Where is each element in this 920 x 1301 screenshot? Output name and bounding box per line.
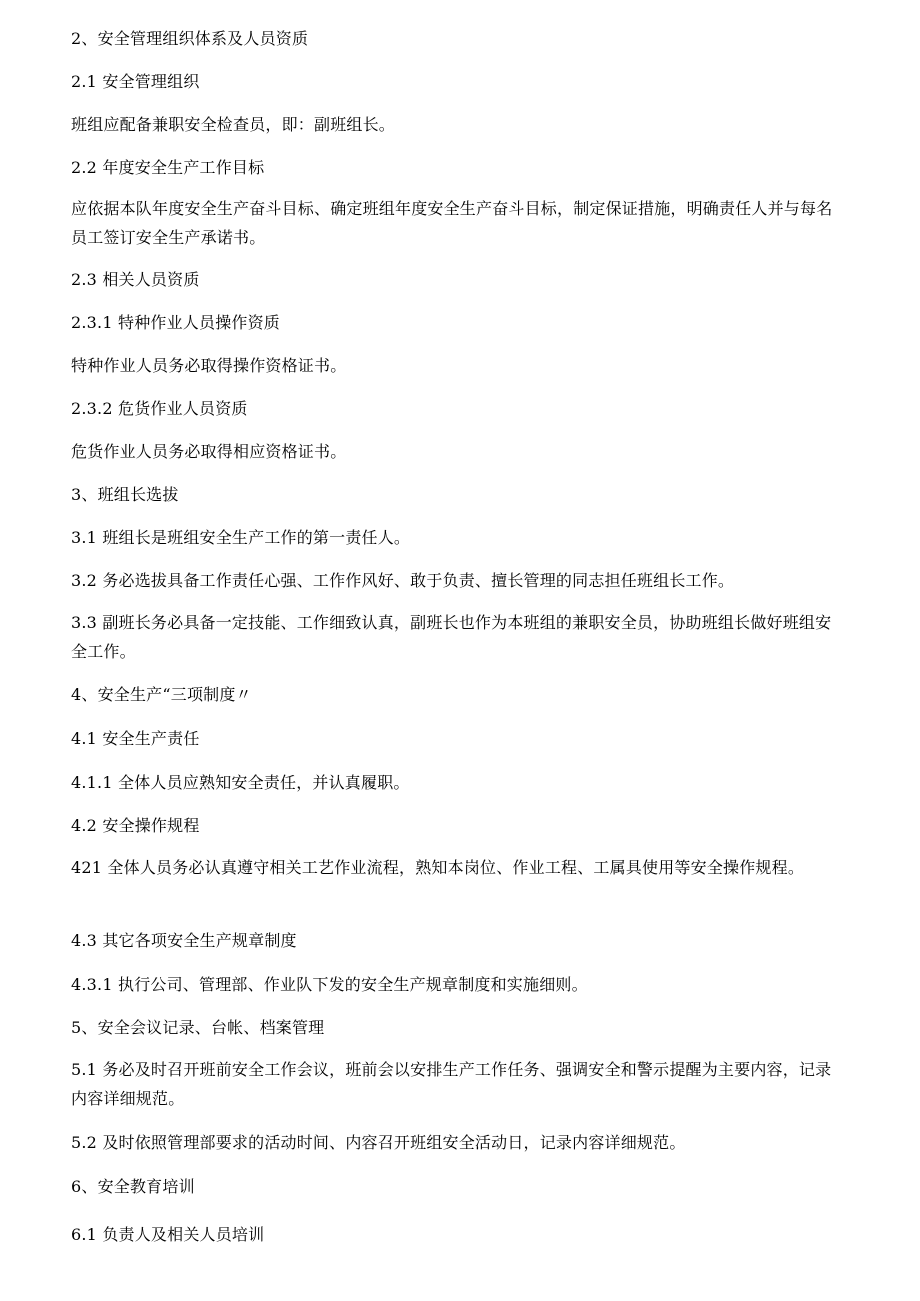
- section-heading-3: 3、班组长选拔: [71, 485, 179, 504]
- paragraph-3-3: 3.3 副班长务必具备一定技能、工作细致认真，副班长也作为本班组的兼职安全员，协助班组长做好班组安全工作。: [71, 613, 832, 661]
- subsection-heading-4-2: 4.2 安全操作规程: [71, 816, 200, 835]
- paragraph-2-1-body: 班组应配备兼职安全检查员，即：副班组长。: [71, 115, 396, 134]
- subsection-heading-4-1: 4.1 安全生产责任: [71, 729, 200, 748]
- section-heading-6: 6、安全教育培训: [71, 1177, 195, 1196]
- paragraph-2-2-body: 应依据本队年度安全生产奋斗目标、确定班组年度安全生产奋斗目标，制定保证措施，明确责任人并与每名员工签订安全生产承诺书。: [71, 199, 833, 247]
- paragraph-3-2: 3.2 务必选拔具备工作责任心强、工作作风好、敢于负责、擅长管理的同志担任班组长工作。: [71, 571, 735, 590]
- subsection-heading-2-2: 2.2 年度安全生产工作目标: [71, 158, 265, 177]
- section-heading-4: 4、安全生产“三项制度〃: [71, 685, 252, 704]
- subsection-heading-6-1: 6.1 负责人及相关人员培训: [71, 1225, 265, 1244]
- paragraph-4-3-1: 4.3.1 执行公司、管理部、作业队下发的安全生产规章制度和实施细则。: [71, 975, 588, 994]
- paragraph-5-1: 5.1 务必及时召开班前安全工作会议，班前会以安排生产工作任务、强调安全和警示提醒为主要内容，记录内容详细规范。: [71, 1060, 832, 1108]
- paragraph-4-1-1: 4.1.1 全体人员应熟知安全责任，并认真履职。: [71, 773, 410, 792]
- section-heading-5: 5、安全会议记录、台帐、档案管理: [71, 1018, 325, 1037]
- subsection-heading-2-3: 2.3 相关人员资质: [71, 270, 200, 289]
- section-heading-2: 2、安全管理组织体系及人员资质: [71, 29, 309, 48]
- paragraph-3-1: 3.1 班组长是班组安全生产工作的第一责任人。: [71, 528, 411, 547]
- subsection-heading-2-3-1: 2.3.1 特种作业人员操作资质: [71, 313, 280, 332]
- paragraph-5-2: 5.2 及时依照管理部要求的活动时间、内容召开班组安全活动日，记录内容详细规范。: [71, 1133, 686, 1152]
- paragraph-2-3-2-body: 危货作业人员务必取得相应资格证书。: [71, 442, 347, 461]
- subsection-heading-2-3-2: 2.3.2 危货作业人员资质: [71, 399, 248, 418]
- paragraph-2-3-1-body: 特种作业人员务必取得操作资格证书。: [71, 356, 347, 375]
- subsection-heading-4-3: 4.3 其它各项安全生产规章制度: [71, 931, 297, 950]
- paragraph-4-2-1: 421 全体人员务必认真遵守相关工艺作业流程，熟知本岗位、作业工程、工属具使用等安全操作规程。: [71, 858, 805, 877]
- subsection-heading-2-1: 2.1 安全管理组织: [71, 72, 200, 91]
